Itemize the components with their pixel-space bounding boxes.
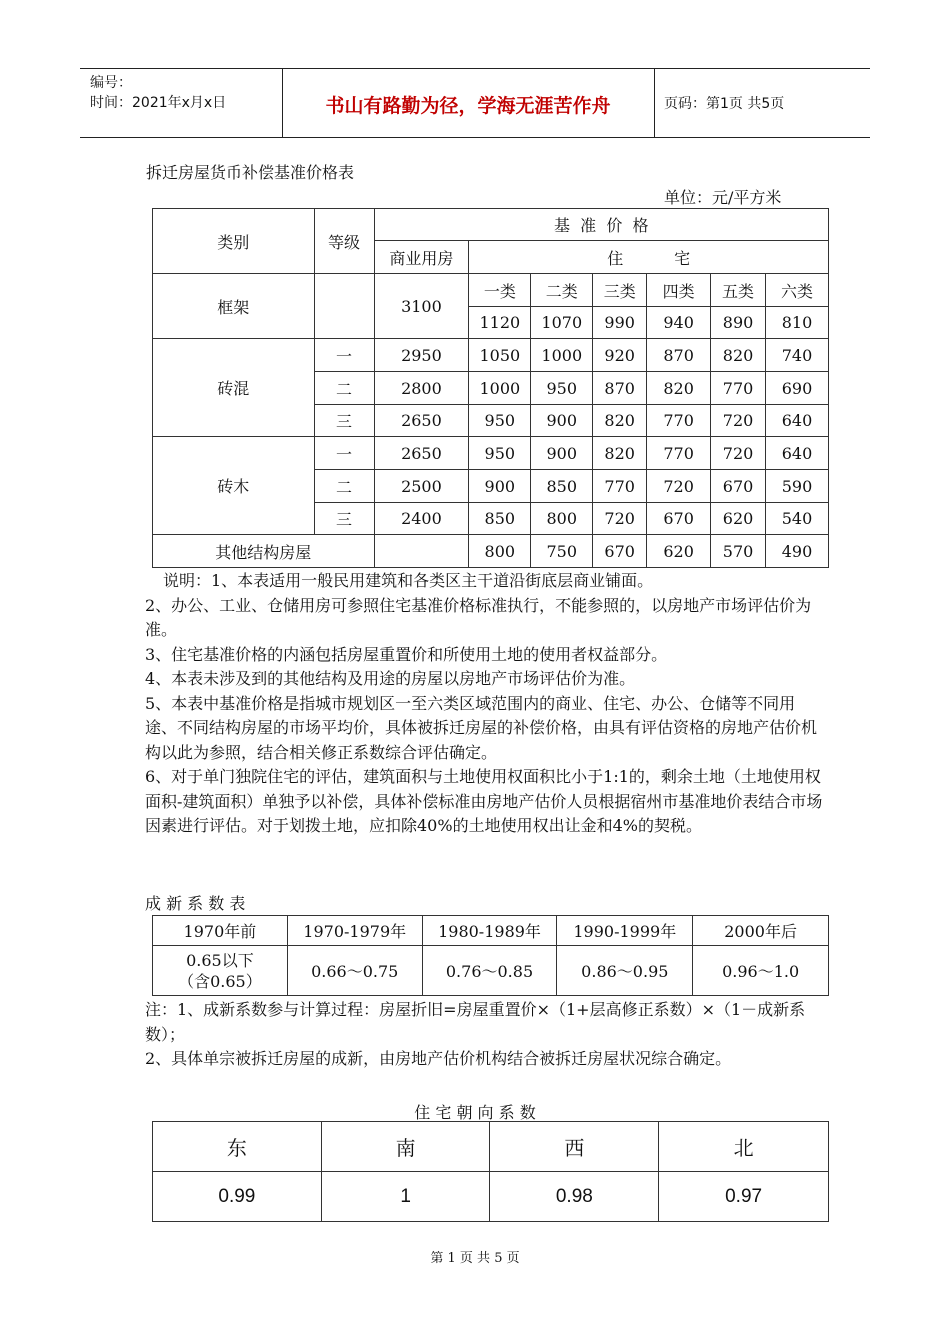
price-cell: 640 [766,405,829,437]
note-item: 注：1、成新系数参与计算过程：房屋折旧=房屋重置价×（1+层高修正系数）×（1－成新系数）； [145,1000,806,1044]
header-category: 类别 [153,209,315,274]
header-base-price: 基 准 价 格 [374,209,829,241]
price-cell: 720 [711,405,766,437]
price-cell: 850 [469,503,531,535]
price-cell: 820 [711,339,766,372]
price-cell: 800 [469,535,531,568]
price-cell: 770 [647,405,711,437]
price-cell: 820 [593,437,647,470]
coefficient-line: （含0.65） [178,971,262,991]
price-cell: 620 [711,503,766,535]
notes [145,569,825,839]
price-cell: 800 [531,503,593,535]
grade-cell: 三 [314,503,374,535]
note-item: 2、具体单宗被拆迁房屋的成新，由房地产估价机构结合被拆迁房屋状况综合确定。 [145,1049,732,1068]
price-cell: 900 [469,470,531,503]
header-page: 页码：第1页 共5页 [664,96,785,112]
price-cell: 950 [469,437,531,470]
unit-label: 单位：元/平方米 [664,188,782,207]
row-label-brick-concrete: 砖混 [153,339,315,437]
page-footer: 第 1 页 共 5 页 [430,1251,520,1266]
direction-header: 南 [321,1122,490,1172]
header-date: 时间：2021年x月x日 [90,95,227,111]
note-item: 说明：1、本表适用一般民用建筑和各类区主干道沿街底层商业铺面。 [163,571,654,590]
class-header: 四类 [647,274,711,307]
price-cell: 740 [766,339,829,372]
price-cell: 690 [766,372,829,405]
price-cell: 940 [647,307,711,339]
orientation-value: 1 [321,1172,490,1222]
row-label-frame: 框架 [153,274,315,339]
note-item: 3、住宅基准价格的内涵包括房屋重置价和所使用土地的使用者权益部分。 [145,644,668,664]
price-cell: 870 [647,339,711,372]
price-cell: 670 [711,470,766,503]
class-header: 三类 [593,274,647,307]
price-table [152,208,829,568]
price-cell: 850 [531,470,593,503]
row-label-other: 其他结构房屋 [153,535,375,568]
class-header: 二类 [531,274,593,307]
price-cell: 620 [647,535,711,568]
price-cell: 1070 [531,307,593,339]
note-item: 6、对于单门独院住宅的评估，建筑面积与土地使用权面积比小于1:1的，剩余土地（土地使用权面积-建筑面积）单独予以补偿，具体补偿标准由房地产估价人员根据宿州市基准地价表结合市场因素进行评估。对于划拨土地，应扣除40%的土地使用权出让金和4%的契税。 [145,767,823,835]
depreciation-title: 成 新 系 数 表 [145,894,246,913]
price-cell: 870 [593,372,647,405]
commercial-cell: 2800 [374,372,469,405]
header-divider [654,69,655,137]
price-cell: 720 [593,503,647,535]
note-item: 5、本表中基准价格是指城市规划区一至六类区域范围内的商业、住宅、办公、仓储等不同用途、不同结构房屋的市场平均价，具体被拆迁房屋的补偿价格，由具有评估资格的房地产估价机构以此为参照，结合相关修正系数综合评估确定。 [145,693,818,762]
price-cell: 900 [531,405,593,437]
period-header: 1970-1979年 [287,916,422,946]
coefficient-cell [153,946,288,996]
coefficient-line: 0.65以下 [186,950,254,970]
commercial-cell: 3100 [374,274,469,339]
note-item: 4、本表未涉及到的其他结构及用途的房屋以房地产市场评估价为准。 [145,669,636,688]
grade-cell [314,274,374,339]
header-residential: 住 宅 [469,241,829,274]
grade-cell: 一 [314,339,374,372]
price-cell: 920 [593,339,647,372]
direction-header: 西 [490,1122,659,1172]
coefficient-cell: 0.96～1.0 [693,946,829,996]
price-cell: 570 [711,535,766,568]
price-cell: 490 [766,535,829,568]
header-commercial: 商业用房 [374,241,469,274]
price-cell: 900 [531,437,593,470]
price-cell: 670 [593,535,647,568]
price-cell: 990 [593,307,647,339]
price-cell: 540 [766,503,829,535]
price-cell: 820 [647,372,711,405]
price-cell: 1000 [469,372,531,405]
price-cell: 890 [711,307,766,339]
header-grade: 等级 [314,209,374,274]
class-header: 一类 [469,274,531,307]
price-cell: 1000 [531,339,593,372]
grade-cell: 二 [314,470,374,503]
commercial-cell: 2650 [374,437,469,470]
orientation-table [152,1121,829,1222]
period-header: 1980-1989年 [422,916,557,946]
grade-cell: 一 [314,437,374,470]
price-cell: 770 [593,470,647,503]
depreciation-table [152,915,829,996]
row-label-brick-wood: 砖木 [153,437,315,535]
direction-header: 北 [659,1122,829,1172]
price-cell: 640 [766,437,829,470]
document-header [80,68,870,138]
price-cell: 950 [469,405,531,437]
price-cell: 1050 [469,339,531,372]
orientation-value: 0.97 [659,1172,829,1222]
coefficient-cell: 0.76～0.85 [422,946,557,996]
price-cell: 590 [766,470,829,503]
direction-header: 东 [153,1122,322,1172]
header-motto: 书山有路勤为径，学海无涯苦作舟 [325,95,611,117]
commercial-cell [374,535,469,568]
orientation-title: 住 宅 朝 向 系 数 [414,1103,536,1122]
commercial-cell: 2400 [374,503,469,535]
period-header: 1990-1999年 [557,916,693,946]
period-header: 1970年前 [153,916,288,946]
notes-2 [145,998,825,1072]
note-item: 2、办公、工业、仓储用房可参照住宅基准价格标准执行，不能参照的，以房地产市场评估价为准。 [145,595,812,639]
price-cell: 820 [593,405,647,437]
commercial-cell: 2950 [374,339,469,372]
grade-cell: 二 [314,372,374,405]
price-cell: 720 [647,470,711,503]
commercial-cell: 2500 [374,470,469,503]
grade-cell: 三 [314,405,374,437]
price-cell: 950 [531,372,593,405]
class-header: 五类 [711,274,766,307]
document-title: 拆迁房屋货币补偿基准价格表 [146,163,355,182]
coefficient-cell: 0.86～0.95 [557,946,693,996]
header-number: 编号： [90,75,132,91]
orientation-value: 0.98 [490,1172,659,1222]
orientation-value: 0.99 [153,1172,322,1222]
header-meta [90,73,226,113]
price-cell: 810 [766,307,829,339]
period-header: 2000年后 [693,916,829,946]
price-cell: 770 [711,372,766,405]
class-header: 六类 [766,274,829,307]
price-cell: 670 [647,503,711,535]
price-cell: 720 [711,437,766,470]
price-cell: 770 [647,437,711,470]
price-cell: 750 [531,535,593,568]
price-cell: 1120 [469,307,531,339]
commercial-cell: 2650 [374,405,469,437]
coefficient-cell: 0.66～0.75 [287,946,422,996]
